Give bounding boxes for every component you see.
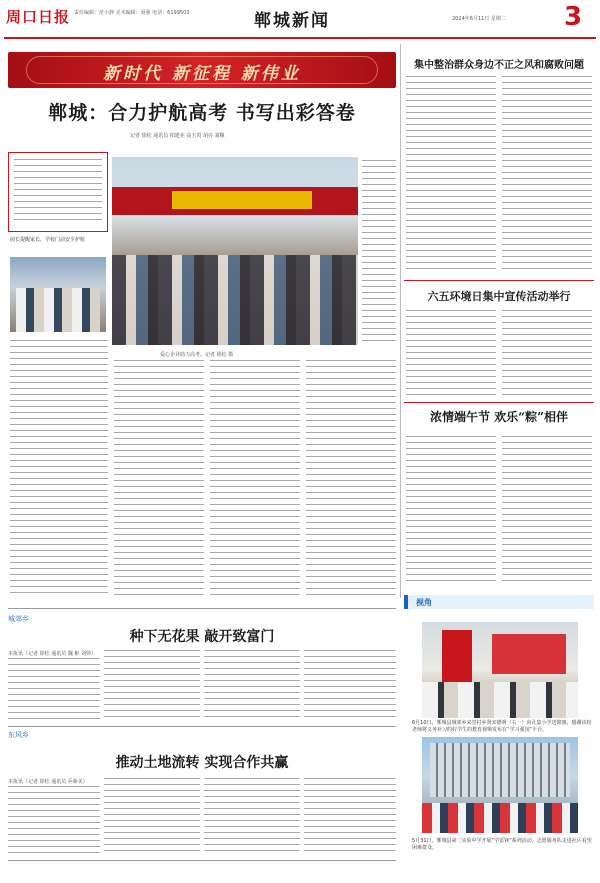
viewfinder-caption-1: 6月10日，郸城县城郊乡宋堂村乡贤宋德明（右一）向孔集小学送锦旗，感谢该校老师将义务补习的好学生的教育视频发布在“学习强国”平台。 xyxy=(412,720,592,733)
viewfinder-photo-school xyxy=(422,737,578,833)
story-body-dragonboat-2 xyxy=(502,436,592,586)
lead-body-col-3 xyxy=(210,360,300,598)
story-body-integrity-2 xyxy=(502,76,592,272)
lead-body-col-2 xyxy=(114,360,204,598)
issue-date: 2024年6月11日 星期二 xyxy=(452,16,506,22)
story-body-integrity-1 xyxy=(406,76,496,272)
masthead-divider xyxy=(4,37,596,39)
viewfinder-label: 视角 xyxy=(416,598,432,607)
newspaper-logo: 周口日报 xyxy=(6,8,71,26)
viewfinder-header xyxy=(404,595,594,609)
story-headline-land[interactable]: 推动土地流转 实现合作共赢 xyxy=(115,755,289,771)
column-divider xyxy=(400,44,401,598)
viewfinder-photo-banner xyxy=(422,622,578,718)
story-body-dragonboat-1 xyxy=(406,436,496,586)
lower-divider xyxy=(8,726,396,727)
story-body-land-1 xyxy=(8,786,100,856)
story-body-fig-4 xyxy=(304,650,396,722)
editor-contact: 责任编辑：范小静 美术编辑：聂强 电话：6199503 xyxy=(74,10,190,16)
right-column-divider xyxy=(404,402,594,403)
lead-body-col-5 xyxy=(362,160,396,346)
viewfinder-caption-2: 5月31日，郸城县第二实验中学开展“学雷锋”系列活动，志愿服务队走进社区看望困难群众。 xyxy=(412,838,592,851)
lead-body-col-4 xyxy=(306,360,396,598)
story-body-environment-1 xyxy=(406,310,496,400)
lead-photo-caption: 爱心企业助力高考。记者 徐松 摄 xyxy=(160,352,234,358)
story-body-fig-2 xyxy=(104,650,200,722)
lead-byline: 记者 徐松 通讯员 柏建业 高玉贵 胡亮 刘顺 xyxy=(130,133,225,139)
story-byline-land: 本报讯（记者 徐松 通讯员 乔新美） xyxy=(8,779,88,785)
story-body-land-2 xyxy=(104,778,200,856)
banner-slogan: 新时代 新征程 新伟业 xyxy=(103,64,301,84)
story-body-land-4 xyxy=(304,778,396,856)
right-column-divider xyxy=(404,280,594,281)
lead-photo xyxy=(112,157,358,345)
lower-divider xyxy=(8,608,396,609)
page-footer-rule xyxy=(8,860,396,861)
kicker-chengjiao: 城郊乡 xyxy=(8,615,29,623)
story-body-fig-1 xyxy=(8,658,100,722)
story-byline-fig: 本报讯（记者 徐松 通讯员 魏 彬 刘帅） xyxy=(8,651,96,657)
story-headline-fig[interactable]: 种下无花果 敲开致富门 xyxy=(129,629,275,645)
lead-intro-text xyxy=(14,159,102,225)
story-body-fig-3 xyxy=(204,650,300,722)
page-number: 3 xyxy=(564,2,583,32)
lead-intro-box xyxy=(8,152,108,232)
lead-headline[interactable]: 郸城：合力护航高考 书写出彩答卷 xyxy=(48,102,356,124)
story-headline-dragonboat[interactable]: 浓情端午节 欢乐“粽”相伴 xyxy=(430,410,568,424)
story-body-land-3 xyxy=(204,778,300,856)
masthead xyxy=(0,0,600,40)
lead-body-col-1 xyxy=(10,340,108,598)
story-headline-integrity[interactable]: 集中整治群众身边不正之风和腐败问题 xyxy=(414,60,584,71)
side-photo-caption: 园长提醒家长，学校门前安全护航 xyxy=(10,237,86,243)
story-body-environment-2 xyxy=(502,310,592,400)
kicker-dongfeng: 东风乡 xyxy=(8,731,29,739)
campaign-banner xyxy=(8,52,396,88)
section-title: 郸城新闻 xyxy=(254,11,330,31)
side-photo xyxy=(10,257,106,332)
story-headline-environment[interactable]: 六五环境日集中宣传活动举行 xyxy=(427,290,571,303)
